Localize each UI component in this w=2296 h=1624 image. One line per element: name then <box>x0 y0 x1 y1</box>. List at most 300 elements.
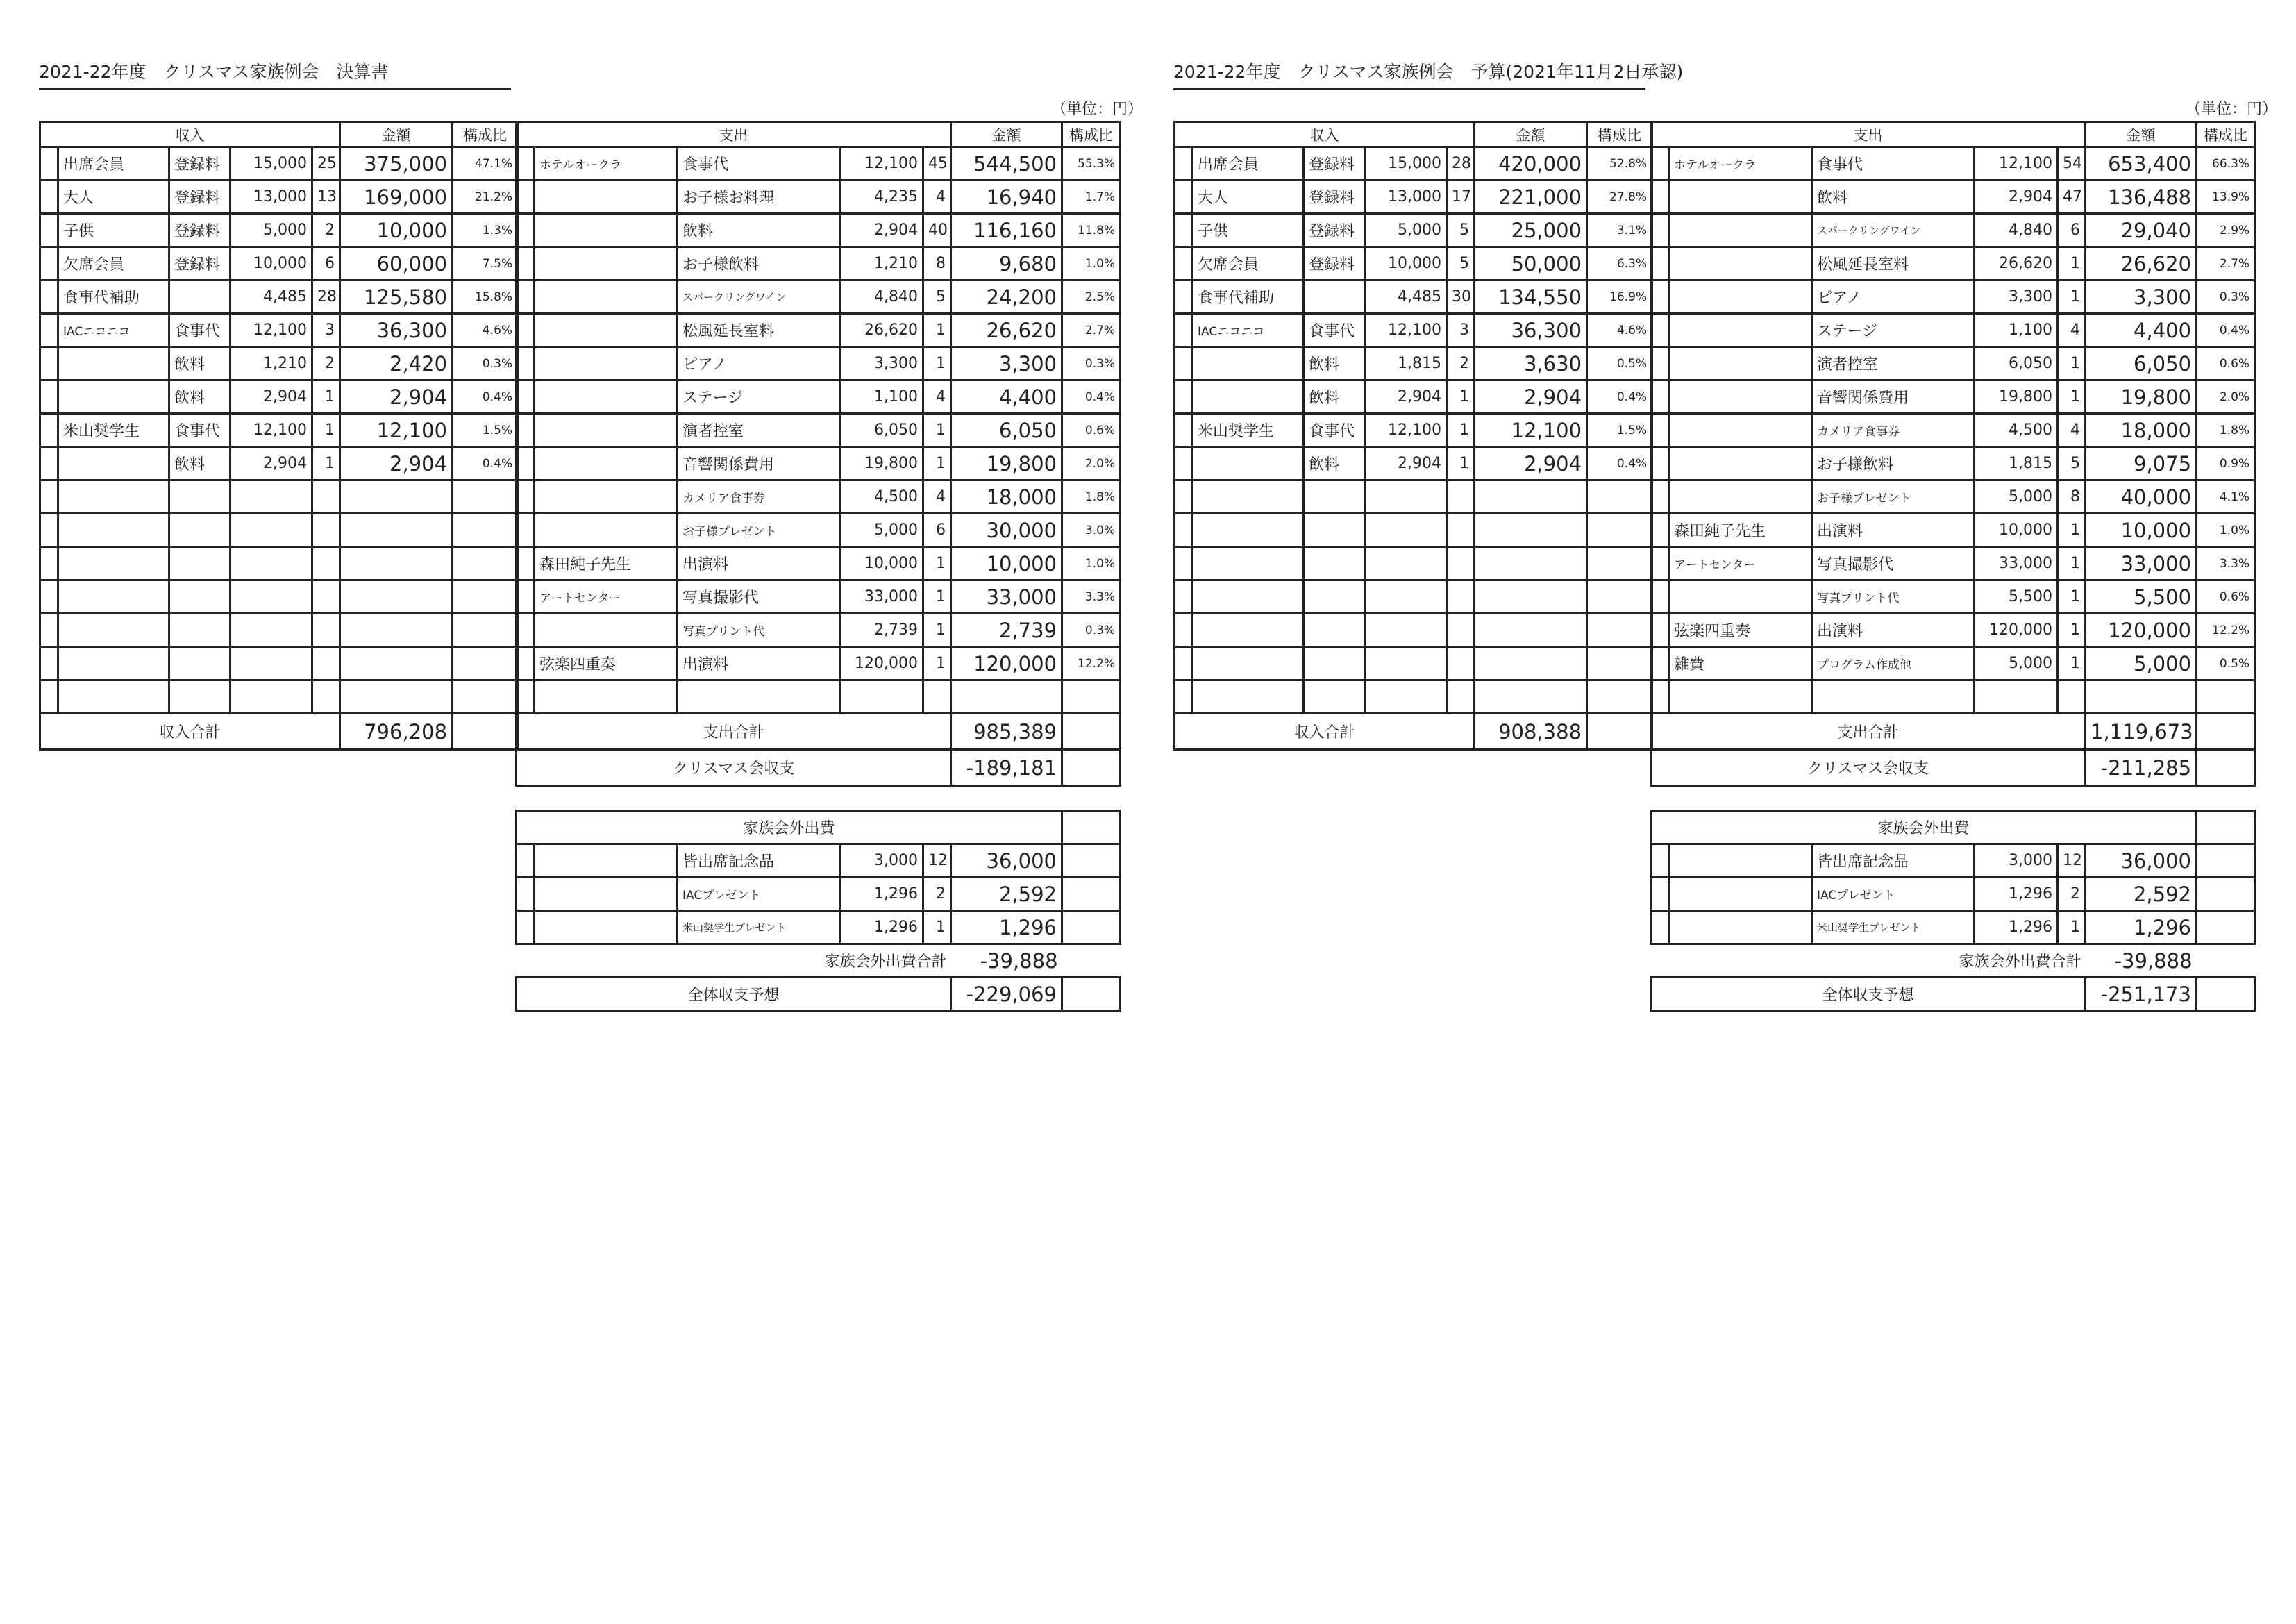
quantity: 1 <box>923 547 951 580</box>
quantity: 40 <box>923 214 951 247</box>
empty-cell <box>169 580 231 614</box>
income-item: 大人 <box>58 181 169 214</box>
quantity: 4 <box>923 480 951 514</box>
extra-item: 米山奨学生プレゼント <box>678 911 840 944</box>
empty-cell <box>1475 647 1587 680</box>
spacer-cell <box>1651 247 1669 281</box>
unit-price: 2,904 <box>1975 181 2058 214</box>
extra-vendor <box>535 878 678 911</box>
expense-item: カメリア食事券 <box>678 480 840 514</box>
spacer-cell <box>40 480 58 514</box>
balance-row <box>1651 750 2255 786</box>
extra-item: 米山奨学生プレゼント <box>1812 911 1975 944</box>
spacer-cell <box>40 414 58 447</box>
spacer-cell <box>517 680 535 714</box>
spacer-cell <box>40 181 58 214</box>
table-row <box>40 414 518 447</box>
quantity: 1 <box>312 447 340 480</box>
expense-table <box>515 121 1121 787</box>
spacer-cell <box>517 447 535 480</box>
income-item: 子供 <box>1193 214 1304 247</box>
empty-cell <box>1975 680 2058 714</box>
empty-cell <box>1365 614 1447 647</box>
quantity: 54 <box>2058 147 2086 181</box>
table-row <box>517 844 1121 878</box>
overall-row <box>517 978 1121 1011</box>
quantity: 1 <box>312 380 340 414</box>
table-row <box>517 347 1121 380</box>
unit-price: 1,210 <box>840 247 923 281</box>
quantity: 5 <box>2058 447 2086 480</box>
expense-vendor <box>535 447 678 480</box>
ratio-header: 構成比 <box>1587 122 1652 147</box>
table-row <box>40 281 518 314</box>
income-item: 欠席会員 <box>58 247 169 281</box>
table-row <box>40 580 518 614</box>
empty-cell <box>1475 680 1587 714</box>
amount: 6,050 <box>951 414 1062 447</box>
income-category <box>169 281 231 314</box>
table-row <box>40 480 518 514</box>
expense-vendor <box>1669 281 1812 314</box>
table-row <box>1175 414 1652 447</box>
income-item <box>1193 380 1304 414</box>
spacer-cell <box>1651 580 1669 614</box>
income-category: 飲料 <box>169 347 231 380</box>
expense-vendor <box>1669 181 1812 214</box>
expense-header: 支出 <box>1651 122 2086 147</box>
amount: 1,296 <box>2086 911 2197 944</box>
quantity: 4 <box>2058 414 2086 447</box>
expense-item: 音響関係費用 <box>678 447 840 480</box>
unit-price: 2,904 <box>1365 380 1447 414</box>
amount: 26,620 <box>2086 247 2197 281</box>
spacer-cell <box>40 514 58 547</box>
ratio: 2.0% <box>1062 447 1121 480</box>
empty-cell <box>1062 811 1121 844</box>
empty-cell <box>1587 614 1652 647</box>
expense-vendor: 弦楽四重奏 <box>1669 614 1812 647</box>
empty-cell <box>840 680 923 714</box>
ratio: 0.5% <box>1587 347 1652 380</box>
table-row <box>1651 580 2255 614</box>
ratio: 2.0% <box>2197 380 2255 414</box>
balance-value: -189,181 <box>951 750 1062 786</box>
spacer-cell <box>1175 447 1193 480</box>
unit-price: 10,000 <box>840 547 923 580</box>
amount: 2,420 <box>340 347 453 380</box>
unit-price: 10,000 <box>1365 247 1447 281</box>
spacer-cell <box>1651 514 1669 547</box>
income-table <box>1173 121 1653 751</box>
ratio: 2.5% <box>1062 281 1121 314</box>
empty-cell <box>340 680 453 714</box>
empty-cell <box>312 647 340 680</box>
amount: 12,100 <box>1475 414 1587 447</box>
amount: 2,739 <box>951 614 1062 647</box>
ratio: 0.3% <box>453 347 518 380</box>
empty-cell <box>312 514 340 547</box>
empty-cell <box>1365 647 1447 680</box>
amount: 9,680 <box>951 247 1062 281</box>
income-category: 飲料 <box>1304 347 1365 380</box>
table-row <box>1651 281 2255 314</box>
extra-vendor <box>535 911 678 944</box>
unit-price: 1,296 <box>1975 911 2058 944</box>
empty-cell <box>1475 514 1587 547</box>
table-row <box>1175 147 1652 181</box>
quantity: 25 <box>312 147 340 181</box>
empty-cell <box>2197 811 2255 844</box>
expense-vendor <box>1669 314 1812 347</box>
ratio: 3.3% <box>2197 547 2255 580</box>
expense-item: ステージ <box>678 380 840 414</box>
spacer-cell <box>40 447 58 480</box>
unit-price: 2,904 <box>231 447 312 480</box>
empty-cell <box>1587 547 1652 580</box>
unit-price: 6,050 <box>1975 347 2058 380</box>
ratio: 4.1% <box>2197 480 2255 514</box>
income-item <box>58 347 169 380</box>
income-category: 登録料 <box>169 247 231 281</box>
amount: 19,800 <box>951 447 1062 480</box>
amount-header: 金額 <box>951 122 1062 147</box>
spacer-cell <box>517 380 535 414</box>
empty-cell <box>1193 480 1304 514</box>
amount: 2,592 <box>2086 878 2197 911</box>
ratio: 0.4% <box>1587 447 1652 480</box>
amount: 420,000 <box>1475 147 1587 181</box>
ratio: 66.3% <box>2197 147 2255 181</box>
quantity: 2 <box>1447 347 1475 380</box>
expense-vendor <box>535 281 678 314</box>
expense-item: 出演料 <box>1812 514 1975 547</box>
unit-price: 33,000 <box>840 580 923 614</box>
empty-cell <box>1475 480 1587 514</box>
unit-price: 3,000 <box>1975 844 2058 878</box>
amount: 125,580 <box>340 281 453 314</box>
expense-total: 985,389 <box>951 714 1062 750</box>
unit-price: 4,485 <box>231 281 312 314</box>
empty-cell <box>1365 580 1447 614</box>
unit-price: 4,500 <box>840 480 923 514</box>
amount: 6,050 <box>2086 347 2197 380</box>
empty-cell <box>1062 680 1121 714</box>
empty-cell <box>1193 614 1304 647</box>
quantity: 4 <box>923 181 951 214</box>
empty-cell <box>2197 878 2255 911</box>
quantity: 1 <box>923 614 951 647</box>
amount: 375,000 <box>340 147 453 181</box>
expense-vendor: 森田純子先生 <box>535 547 678 580</box>
spacer-cell <box>1175 380 1193 414</box>
ratio: 16.9% <box>1587 281 1652 314</box>
expense-vendor: ホテルオークラ <box>1669 147 1812 181</box>
table-row <box>40 214 518 247</box>
unit-price: 33,000 <box>1975 547 2058 580</box>
empty-cell <box>169 647 231 680</box>
quantity: 1 <box>923 314 951 347</box>
ratio: 47.1% <box>453 147 518 181</box>
expense-item: 食事代 <box>678 147 840 181</box>
unit-price: 1,100 <box>1975 314 2058 347</box>
unit-price: 1,296 <box>1975 878 2058 911</box>
spacer-cell <box>40 547 58 580</box>
spacer-cell <box>517 480 535 514</box>
unit-price: 15,000 <box>231 147 312 181</box>
spacer-cell <box>40 580 58 614</box>
ratio: 3.3% <box>1062 580 1121 614</box>
amount: 2,904 <box>1475 447 1587 480</box>
spacer-cell <box>1175 547 1193 580</box>
spacer-cell <box>1651 614 1669 647</box>
page-title: 2021-22年度 クリスマス家族例会 決算書 <box>39 62 389 82</box>
unit-price: 26,620 <box>1975 247 2058 281</box>
page-title: 2021-22年度 クリスマス家族例会 予算(2021年11月2日承認) <box>1173 62 1684 82</box>
spacer-cell <box>1175 514 1193 547</box>
ratio: 55.3% <box>1062 147 1121 181</box>
spacer-cell <box>1175 614 1193 647</box>
empty-cell <box>1669 680 1812 714</box>
expense-item: スパークリングワイン <box>678 281 840 314</box>
amount: 12,100 <box>340 414 453 447</box>
spacer-cell <box>1651 480 1669 514</box>
table-row <box>1175 680 1652 714</box>
spacer-cell <box>517 214 535 247</box>
ratio: 52.8% <box>1587 147 1652 181</box>
expense-vendor: 弦楽四重奏 <box>535 647 678 680</box>
quantity: 1 <box>923 447 951 480</box>
unit-price: 19,800 <box>1975 380 2058 414</box>
unit-price: 4,500 <box>1975 414 2058 447</box>
title-underline <box>39 88 511 90</box>
empty-cell <box>453 680 518 714</box>
amount: 36,000 <box>2086 844 2197 878</box>
unit-price: 3,300 <box>1975 281 2058 314</box>
ratio: 3.0% <box>1062 514 1121 547</box>
expense-item: 写真撮影代 <box>678 580 840 614</box>
empty-cell <box>1304 647 1365 680</box>
table-row <box>517 281 1121 314</box>
expense-vendor <box>535 614 678 647</box>
unit-price: 10,000 <box>1975 514 2058 547</box>
empty-cell <box>340 480 453 514</box>
empty-cell <box>1447 514 1475 547</box>
ratio: 1.7% <box>1062 181 1121 214</box>
extra-vendor <box>1669 844 1812 878</box>
quantity: 28 <box>1447 147 1475 181</box>
sheet-final-accounts <box>39 0 1143 1041</box>
empty-cell <box>1304 580 1365 614</box>
title-underline <box>1173 88 1645 90</box>
spacer-cell <box>1651 647 1669 680</box>
ratio: 0.4% <box>453 380 518 414</box>
spacer-cell <box>1651 414 1669 447</box>
income-category: 登録料 <box>1304 247 1365 281</box>
spacer-cell <box>517 314 535 347</box>
table-row <box>40 514 518 547</box>
empty-cell <box>340 580 453 614</box>
table-row <box>1651 147 2255 181</box>
expense-vendor <box>1669 480 1812 514</box>
quantity: 2 <box>312 347 340 380</box>
income-total: 796,208 <box>340 714 453 750</box>
quantity: 1 <box>923 347 951 380</box>
unit-price: 12,100 <box>840 147 923 181</box>
ratio: 4.6% <box>453 314 518 347</box>
amount: 4,400 <box>2086 314 2197 347</box>
table-row <box>40 447 518 480</box>
spacer-cell <box>1175 214 1193 247</box>
unit-price: 4,840 <box>840 281 923 314</box>
unit-price: 5,000 <box>231 214 312 247</box>
quantity: 1 <box>2058 514 2086 547</box>
expense-item: ピアノ <box>1812 281 1975 314</box>
ratio: 1.5% <box>1587 414 1652 447</box>
empty-cell <box>1304 480 1365 514</box>
empty-cell <box>1447 647 1475 680</box>
expense-header-row <box>517 122 1121 147</box>
ratio: 15.8% <box>453 281 518 314</box>
table-row <box>517 878 1121 911</box>
expense-total: 1,119,673 <box>2086 714 2197 750</box>
ratio: 27.8% <box>1587 181 1652 214</box>
expense-item: お子様飲料 <box>1812 447 1975 480</box>
spacer-cell <box>517 147 535 181</box>
expense-item: スパークリングワイン <box>1812 214 1975 247</box>
ratio-header: 構成比 <box>453 122 518 147</box>
expense-vendor <box>535 181 678 214</box>
extra-vendor <box>535 844 678 878</box>
empty-cell <box>2197 944 2255 978</box>
unit-price: 5,000 <box>1975 647 2058 680</box>
empty-cell <box>231 580 312 614</box>
amount: 18,000 <box>951 480 1062 514</box>
expense-vendor <box>535 480 678 514</box>
quantity: 1 <box>2058 380 2086 414</box>
amount: 10,000 <box>951 547 1062 580</box>
spacer-cell <box>1651 347 1669 380</box>
income-category: 登録料 <box>169 147 231 181</box>
unit-price: 5,000 <box>1365 214 1447 247</box>
income-item: IACニコニコ <box>58 314 169 347</box>
empty-cell <box>2197 714 2255 750</box>
table-row <box>517 614 1121 647</box>
unit-price: 12,100 <box>231 414 312 447</box>
income-total: 908,388 <box>1475 714 1587 750</box>
spacer-cell <box>1651 447 1669 480</box>
overall-row <box>1651 978 2255 1011</box>
amount: 120,000 <box>951 647 1062 680</box>
table-row <box>1175 380 1652 414</box>
amount: 2,904 <box>340 380 453 414</box>
empty-cell <box>1447 614 1475 647</box>
expense-item: ステージ <box>1812 314 1975 347</box>
table-row <box>1175 314 1652 347</box>
spacer-cell <box>517 911 535 944</box>
empty-cell <box>340 547 453 580</box>
ratio-header: 構成比 <box>1062 122 1121 147</box>
empty-cell <box>1475 580 1587 614</box>
expense-vendor <box>1669 414 1812 447</box>
expense-vendor: 雑費 <box>1669 647 1812 680</box>
ratio: 2.7% <box>1062 314 1121 347</box>
ratio: 1.8% <box>1062 480 1121 514</box>
spacer-cell <box>1651 181 1669 214</box>
table-row <box>1175 447 1652 480</box>
quantity: 17 <box>1447 181 1475 214</box>
ratio: 1.0% <box>1062 547 1121 580</box>
quantity: 45 <box>923 147 951 181</box>
quantity: 4 <box>2058 314 2086 347</box>
spacer-cell <box>1175 480 1193 514</box>
table-row <box>517 247 1121 281</box>
expense-vendor <box>535 214 678 247</box>
table-row <box>517 214 1121 247</box>
expense-vendor <box>535 414 678 447</box>
table-row <box>1651 878 2255 911</box>
quantity: 2 <box>2058 878 2086 911</box>
spacer-cell <box>40 314 58 347</box>
empty-cell <box>1447 480 1475 514</box>
income-total-label: 収入合計 <box>1175 714 1475 750</box>
spacer-cell <box>40 281 58 314</box>
income-item: 大人 <box>1193 181 1304 214</box>
expense-vendor <box>1669 380 1812 414</box>
quantity: 12 <box>2058 844 2086 878</box>
spacer-cell <box>1651 878 1669 911</box>
empty-cell <box>453 480 518 514</box>
table-row <box>1651 214 2255 247</box>
unit-price: 1,815 <box>1365 347 1447 380</box>
ratio: 4.6% <box>1587 314 1652 347</box>
ratio: 0.3% <box>1062 614 1121 647</box>
empty-cell <box>1062 911 1121 944</box>
empty-cell <box>1587 480 1652 514</box>
unit-price: 15,000 <box>1365 147 1447 181</box>
extra-total: -39,888 <box>2114 948 2193 973</box>
income-item: 欠席会員 <box>1193 247 1304 281</box>
empty-cell <box>453 547 518 580</box>
unit-price: 12,100 <box>1365 414 1447 447</box>
empty-cell <box>2058 680 2086 714</box>
empty-cell <box>312 680 340 714</box>
income-category: 飲料 <box>1304 447 1365 480</box>
spacer-cell <box>1175 147 1193 181</box>
table-row <box>40 314 518 347</box>
unit-price: 10,000 <box>231 247 312 281</box>
table-row <box>517 480 1121 514</box>
table-row <box>1651 414 2255 447</box>
amount: 33,000 <box>951 580 1062 614</box>
quantity: 12 <box>923 844 951 878</box>
amount: 2,592 <box>951 878 1062 911</box>
extra-total-row <box>1651 944 2255 978</box>
table-row <box>517 181 1121 214</box>
ratio: 0.9% <box>2197 447 2255 480</box>
table-row <box>1175 214 1652 247</box>
expense-item: 出演料 <box>1812 614 1975 647</box>
table-row <box>40 647 518 680</box>
expense-item: 食事代 <box>1812 147 1975 181</box>
amount: 134,550 <box>1475 281 1587 314</box>
empty-cell <box>2086 680 2197 714</box>
amount: 36,300 <box>1475 314 1587 347</box>
expense-vendor <box>535 247 678 281</box>
quantity: 1 <box>2058 347 2086 380</box>
spacer-cell <box>1175 580 1193 614</box>
amount: 5,500 <box>2086 580 2197 614</box>
